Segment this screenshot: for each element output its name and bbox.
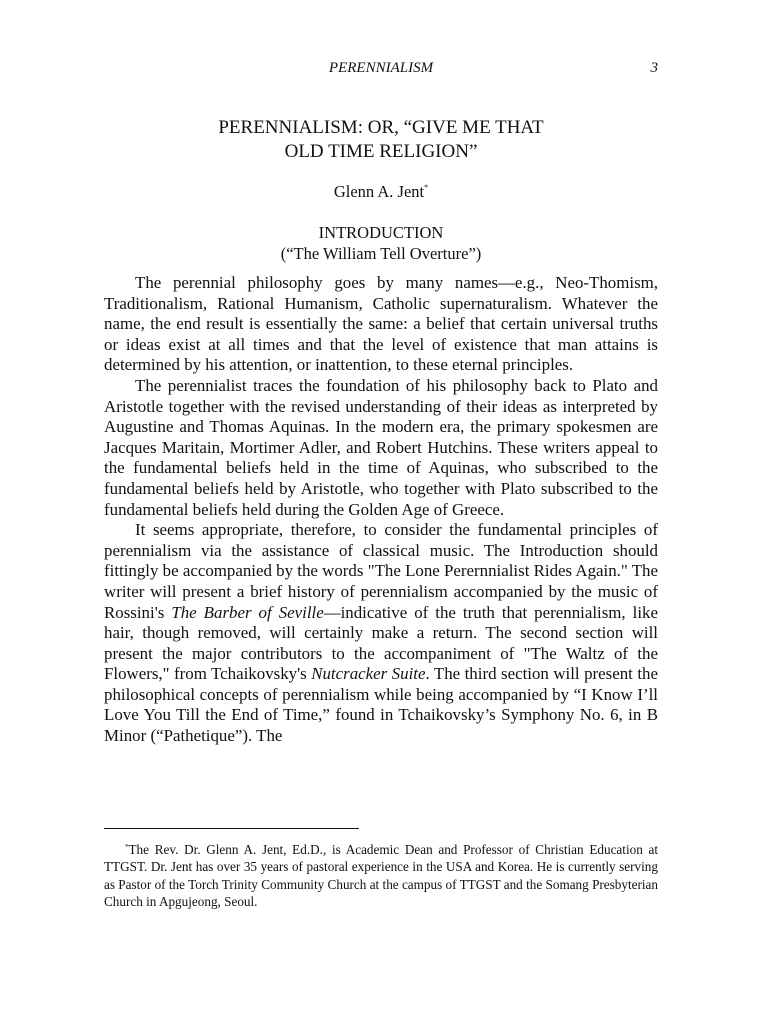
paragraph-1: The perennial philosophy goes by many names—e.g., Neo-Thomism, Traditionalism, Rational Humanism, Catholic supernaturalism. Whatever the name, the end result is essentially the same: a belief that certain universal truths or ideas exist at all times and that the level of existence that man attains is determined by his attention, or inattention, to these eternal principles. [104, 273, 658, 375]
body-text [104, 273, 658, 747]
barber-of-seville-title: The Barber of Seville [171, 602, 324, 622]
footnote-marker: * [125, 843, 129, 851]
section-heading-subtitle: (“The William Tell Overture”) [280, 244, 482, 263]
nutcracker-suite-title: Nutcracker Suite [311, 664, 426, 684]
section-heading [104, 222, 658, 264]
paragraph-3 [104, 520, 658, 747]
author-name: Glenn A. Jent [333, 182, 425, 201]
article-title-line-2: OLD TIME RELIGION” [284, 141, 478, 162]
paragraph-3-text-3: . The third section will present the philosophical concepts of perennialism while being accompanied by “I Know I’ll Love You Till the End of Time,” found in Tchaikovsky’s Symphony No. 6, in B Minor (“Pathetique”). The [104, 664, 658, 746]
footnote-divider [104, 828, 359, 829]
paragraph-3-text-1: It seems appropriate, therefore, to consider the fundamental principles of perennialism via the assistance of classical music. The Introduction should fittingly be accompanied by the words "The Lone Perernnialist Rides Again." The writer will present a brief history of perennialism accompanied by the music of Rossini's [104, 520, 658, 622]
paragraph-3-text-2: —indicative of the truth that perennialism, like hair, though removed, will certainly make a return. The second section will present the major contributors to the accompaniment of "The Waltz of the Flowers," from Tchaikovsky's [104, 602, 658, 684]
page-number: 3 [650, 60, 658, 76]
author-line [104, 182, 658, 202]
article-title-line-1: PERENNIALISM: OR, “GIVE ME THAT [218, 117, 544, 138]
footnote [104, 839, 658, 911]
footnote-text: The Rev. Dr. Glenn A. Jent, Ed.D., is Academic Dean and Professor of Christian Education at TTGST. Dr. Jent has over 35 years of pastoral experience in the USA and Korea. He is currently serving as Pastor of the Torch Trinity Community Church at the campus of TTGST and the Somang Presbyterian Church in Apgujeong, Seoul. [104, 842, 658, 910]
paragraph-2: The perennialist traces the foundation of his philosophy back to Plato and Aristotle together with the revised understanding of their ideas as interpreted by Augustine and Thomas Aquinas. In the modern era, the primary spokesmen are Jacques Maritain, Mortimer Adler, and Robert Hutchins. These writers appeal to the fundamental beliefs held in the time of Aquinas, who subscribed to the fundamental beliefs held by Aristotle, who together with Plato subscribed to the fundamental beliefs held during the Golden Age of Greece. [104, 375, 658, 519]
article-title [104, 116, 658, 164]
footnote-paragraph [104, 839, 658, 911]
section-heading-title: INTRODUCTION [318, 223, 444, 242]
author-footnote-marker[interactable]: * [424, 183, 429, 192]
running-head [104, 60, 658, 78]
running-head-title: PERENNIALISM [328, 60, 434, 76]
